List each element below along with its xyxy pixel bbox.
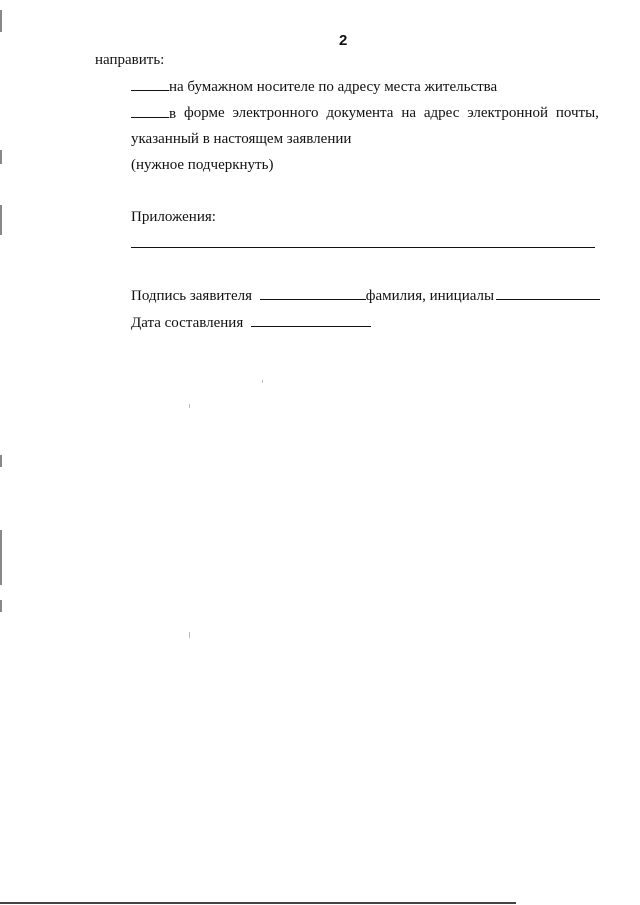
scan-bottom-edge [0,902,516,904]
option-electronic-word: на [401,105,417,121]
scan-edge-mark [0,455,2,467]
scan-speck [189,632,190,638]
send-label: направить: [95,52,165,68]
attachments-line[interactable] [131,247,595,248]
page-number: 2 [339,32,348,49]
signature-blank[interactable] [260,286,366,300]
option-paper-text: на бумажном носителе по адресу места жительства [169,79,498,95]
option-electronic-first-word: в [131,104,176,123]
scan-edge-mark [0,205,2,235]
option-electronic-word: электронного [232,105,319,121]
name-blank[interactable] [496,286,600,300]
option-paper-blank[interactable] [131,77,169,91]
option-electronic-word: электронной [467,105,548,121]
attachments-label: Приложения: [131,209,216,225]
scan-speck [262,380,263,383]
date-row [131,313,371,332]
option-electronic-row [131,104,599,123]
date-blank[interactable] [251,313,371,327]
option-electronic-word: документа [326,105,394,121]
option-electronic-blank[interactable] [131,104,169,118]
signature-label: Подпись заявителя [131,288,253,304]
signature-row [131,286,600,305]
date-label: Дата составления [131,315,244,331]
scan-edge-mark [0,10,2,32]
option-paper-row [131,77,497,96]
option-electronic-word: почты, [555,105,599,121]
underline-note: (нужное подчеркнуть) [131,157,274,173]
scan-edge-mark [0,150,2,164]
scan-edge-mark [0,530,2,585]
scan-speck [189,404,190,408]
scan-edge-mark [0,600,2,612]
option-electronic-word: адрес [423,105,460,121]
name-label: фамилия, инициалы [365,288,495,304]
option-electronic-word: форме [183,105,225,121]
option-electronic-continuation: указанный в настоящем заявлении [131,131,352,147]
